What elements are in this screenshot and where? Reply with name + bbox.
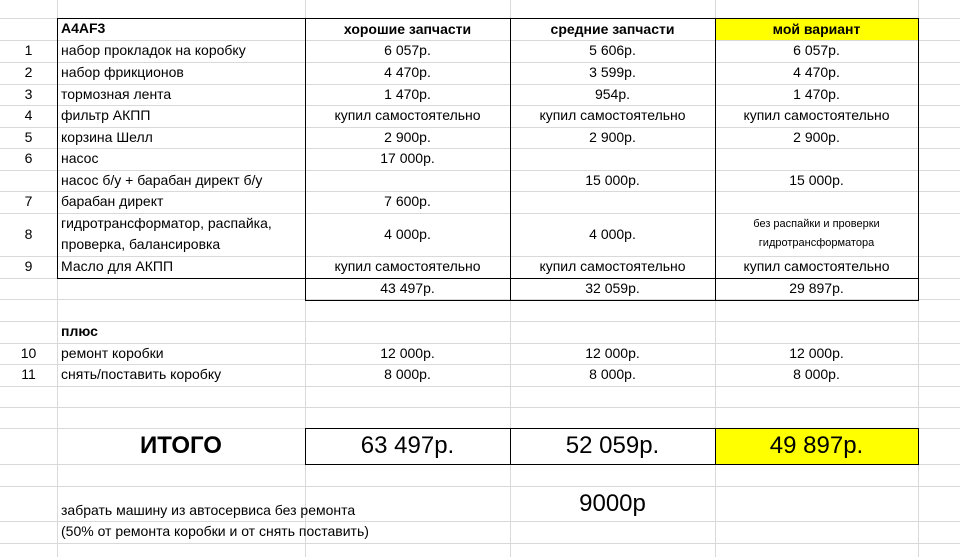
item-name[interactable]: барабан директ xyxy=(61,193,164,209)
subtotal-good[interactable]: 43 497р. xyxy=(380,280,435,296)
gridline xyxy=(0,299,960,300)
price-mid[interactable]: 12 000р. xyxy=(585,345,640,361)
note-line1[interactable]: забрать машину из автосервиса без ремонта xyxy=(61,502,356,518)
price-good[interactable]: 12 000р. xyxy=(380,345,435,361)
price-mine[interactable]: 6 057р. xyxy=(793,42,840,58)
subtotal-mine[interactable]: 29 897р. xyxy=(789,280,844,296)
price-mine[interactable]: 1 470р. xyxy=(793,86,840,102)
price-good[interactable]: 17 000р. xyxy=(380,150,435,166)
price-mine[interactable]: 2 900р. xyxy=(793,129,840,145)
plus-label[interactable]: плюс xyxy=(61,323,98,339)
row-number: 7 xyxy=(24,193,33,209)
column-header-mine[interactable]: мой вариант xyxy=(772,21,861,37)
price-good[interactable]: 7 600р. xyxy=(384,193,431,209)
gridline xyxy=(0,543,960,544)
price-mid[interactable]: 3 599р. xyxy=(589,64,636,80)
price-mid[interactable]: 4 000р. xyxy=(589,226,636,242)
note-mine-line2[interactable]: гидротрансформатора xyxy=(758,237,875,249)
row-number: 6 xyxy=(24,150,33,166)
price-mid[interactable]: 15 000р. xyxy=(585,172,640,188)
gridline xyxy=(0,464,960,465)
note-line2[interactable]: (50% от ремонта коробки и от снять поставить) xyxy=(61,523,369,539)
price-mid[interactable]: 2 900р. xyxy=(589,129,636,145)
price-mid[interactable]: купил самостоятельно xyxy=(539,258,686,274)
gridline xyxy=(0,386,960,387)
price-mine[interactable]: 8 000р. xyxy=(793,366,840,382)
total-mid[interactable]: 52 059р. xyxy=(565,432,660,459)
item-name[interactable]: Масло для АКПП xyxy=(61,258,174,274)
model-header[interactable]: A4AF3 xyxy=(61,20,106,36)
row-number: 10 xyxy=(20,345,37,361)
price-good[interactable]: 2 900р. xyxy=(384,129,431,145)
price-mine[interactable]: купил самостоятельно xyxy=(743,258,890,274)
price-good[interactable]: купил самостоятельно xyxy=(334,107,481,123)
price-good[interactable]: купил самостоятельно xyxy=(334,258,481,274)
row-number: 2 xyxy=(24,64,33,80)
item-name[interactable]: набор прокладок на коробку xyxy=(61,42,246,58)
item-name[interactable]: тормозная лента xyxy=(61,86,172,102)
row-number: 5 xyxy=(24,129,33,145)
note-mine-line1[interactable]: без распайки и проверки xyxy=(753,218,880,230)
price-good[interactable]: 1 470р. xyxy=(384,86,431,102)
total-mine[interactable]: 49 897р. xyxy=(769,432,864,459)
item-name[interactable]: снять/поставить коробку xyxy=(61,366,222,382)
item-name[interactable]: фильтр АКПП xyxy=(61,107,151,123)
row-number: 3 xyxy=(24,86,33,102)
row-number: 4 xyxy=(24,107,33,123)
price-mid[interactable]: купил самостоятельно xyxy=(539,107,686,123)
price-mine[interactable]: 12 000р. xyxy=(789,345,844,361)
price-good[interactable]: 8 000р. xyxy=(384,366,431,382)
price-mine[interactable]: 15 000р. xyxy=(789,172,844,188)
row-number: 9 xyxy=(24,258,33,274)
price-mine[interactable]: купил самостоятельно xyxy=(743,107,890,123)
item-name[interactable]: насос xyxy=(61,150,99,166)
price-mid[interactable]: 8 000р. xyxy=(589,366,636,382)
total-label[interactable]: ИТОГО xyxy=(140,432,222,459)
price-mid[interactable]: 5 606р. xyxy=(589,42,636,58)
column-header-good[interactable]: хорошие запчасти xyxy=(343,21,472,37)
gridline xyxy=(0,407,960,408)
column-header-mid[interactable]: средние запчасти xyxy=(550,21,675,37)
item-name[interactable]: насос б/у + барабан директ б/у xyxy=(61,172,263,188)
price-good[interactable]: 4 000р. xyxy=(384,226,431,242)
item-name-line1[interactable]: гидротрансформатор, распайка, xyxy=(61,215,272,231)
subtotal-mid[interactable]: 32 059р. xyxy=(585,280,640,296)
item-name[interactable]: ремонт коробки xyxy=(61,345,164,361)
note-value[interactable]: 9000р xyxy=(579,490,646,517)
row-number: 8 xyxy=(24,226,33,242)
item-name[interactable]: набор фрикционов xyxy=(61,64,184,80)
total-good[interactable]: 63 497р. xyxy=(360,432,455,459)
row-number: 1 xyxy=(24,42,33,58)
item-name[interactable]: корзина Шелл xyxy=(61,129,153,145)
gridline xyxy=(0,486,960,487)
price-good[interactable]: 4 470р. xyxy=(384,64,431,80)
price-mid[interactable]: 954р. xyxy=(594,86,631,102)
row-number: 11 xyxy=(21,366,36,382)
price-mine[interactable]: 4 470р. xyxy=(793,64,840,80)
item-name-line2[interactable]: проверка, балансировка xyxy=(61,236,221,252)
price-good[interactable]: 6 057р. xyxy=(384,42,431,58)
